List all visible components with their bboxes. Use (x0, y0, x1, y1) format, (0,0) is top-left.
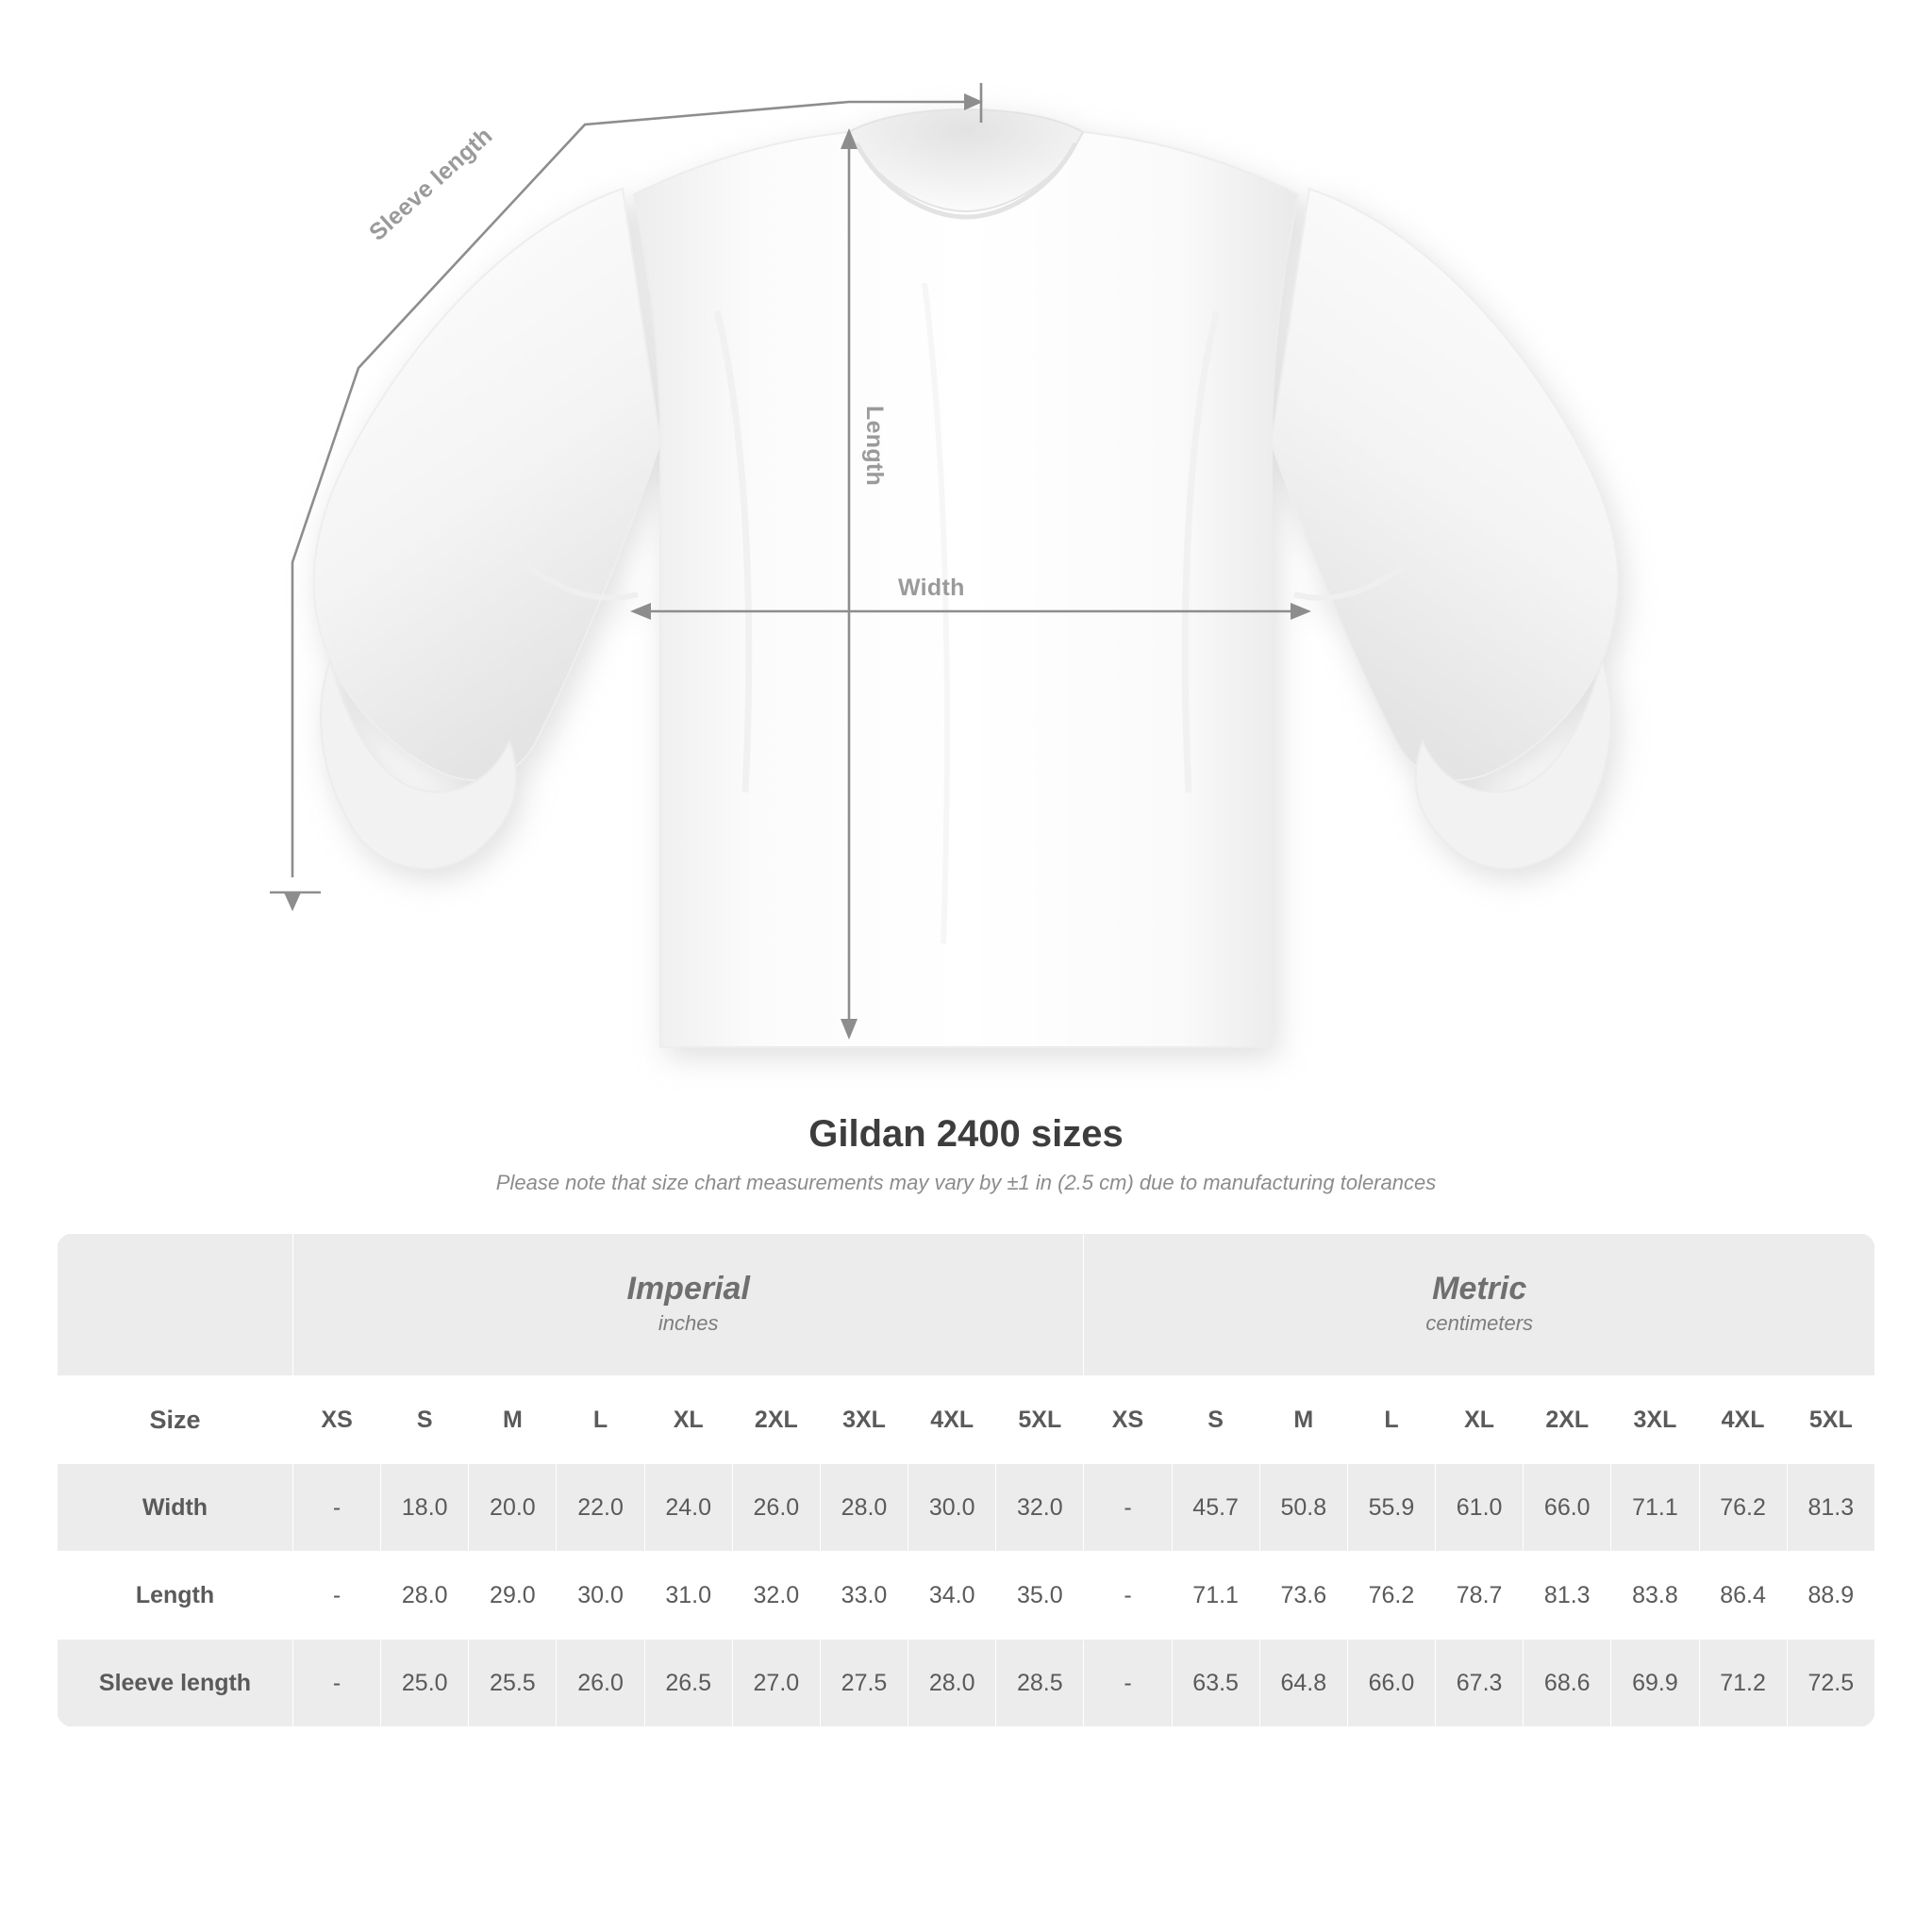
cell-width-metric-2xl: 66.0 (1524, 1464, 1611, 1552)
size-col-metric-2xl: 2XL (1524, 1376, 1611, 1464)
cell-width-imperial-s: 18.0 (381, 1464, 469, 1552)
unit-metric-name: Metric (1432, 1270, 1527, 1307)
table-row (58, 1552, 1875, 1640)
cell-width-metric-5xl: 81.3 (1787, 1464, 1874, 1552)
page-title: Gildan 2400 sizes (808, 1113, 1124, 1155)
cell-width-imperial-l: 22.0 (557, 1464, 644, 1552)
cell-sleeve-imperial-s: 25.0 (381, 1640, 469, 1727)
size-header-row (58, 1376, 1875, 1464)
unit-metric (1084, 1234, 1875, 1376)
cell-length-imperial-xl: 31.0 (644, 1552, 732, 1640)
cell-sleeve-imperial-xl: 26.5 (644, 1640, 732, 1727)
size-col-metric-l: L (1347, 1376, 1435, 1464)
cell-length-imperial-s: 28.0 (381, 1552, 469, 1640)
size-col-metric-m: M (1259, 1376, 1347, 1464)
cell-width-metric-3xl: 71.1 (1611, 1464, 1699, 1552)
unit-header-row (58, 1234, 1875, 1376)
cell-length-imperial-4xl: 34.0 (908, 1552, 996, 1640)
row-label-sleeve-length: Sleeve length (58, 1640, 293, 1727)
cell-length-imperial-3xl: 33.0 (820, 1552, 908, 1640)
cell-sleeve-imperial-2xl: 27.0 (732, 1640, 820, 1727)
cell-width-imperial-3xl: 28.0 (820, 1464, 908, 1552)
cell-width-metric-s: 45.7 (1172, 1464, 1259, 1552)
table-row (58, 1640, 1875, 1727)
cell-width-metric-4xl: 76.2 (1699, 1464, 1787, 1552)
cell-length-imperial-l: 30.0 (557, 1552, 644, 1640)
cell-width-metric-xl: 61.0 (1436, 1464, 1524, 1552)
size-col-imperial-xs: XS (293, 1376, 381, 1464)
size-table (57, 1233, 1875, 1727)
cell-length-metric-2xl: 81.3 (1524, 1552, 1611, 1640)
size-col-imperial-3xl: 3XL (820, 1376, 908, 1464)
size-col-imperial-l: L (557, 1376, 644, 1464)
cell-length-imperial-2xl: 32.0 (732, 1552, 820, 1640)
size-col-metric-xs: XS (1084, 1376, 1172, 1464)
cell-width-metric-m: 50.8 (1259, 1464, 1347, 1552)
length-label: Length (861, 406, 888, 487)
unit-imperial-sub: inches (658, 1311, 719, 1336)
cell-width-imperial-4xl: 30.0 (908, 1464, 996, 1552)
cell-width-metric-l: 55.9 (1347, 1464, 1435, 1552)
unit-imperial (293, 1234, 1084, 1376)
cell-width-imperial-xs: - (293, 1464, 381, 1552)
cell-width-imperial-xl: 24.0 (644, 1464, 732, 1552)
cell-sleeve-metric-s: 63.5 (1172, 1640, 1259, 1727)
cell-sleeve-imperial-xs: - (293, 1640, 381, 1727)
title-block (0, 1113, 1932, 1195)
cell-sleeve-metric-2xl: 68.6 (1524, 1640, 1611, 1727)
size-table-wrapper (57, 1233, 1875, 1727)
cell-sleeve-imperial-3xl: 27.5 (820, 1640, 908, 1727)
cell-length-metric-xs: - (1084, 1552, 1172, 1640)
cell-sleeve-metric-l: 66.0 (1347, 1640, 1435, 1727)
cell-sleeve-imperial-m: 25.5 (469, 1640, 557, 1727)
cell-sleeve-metric-m: 64.8 (1259, 1640, 1347, 1727)
size-col-imperial-4xl: 4XL (908, 1376, 996, 1464)
unit-imperial-name: Imperial (626, 1270, 750, 1307)
size-col-imperial-5xl: 5XL (996, 1376, 1084, 1464)
cell-width-metric-xs: - (1084, 1464, 1172, 1552)
size-col-metric-xl: XL (1436, 1376, 1524, 1464)
cell-length-imperial-xs: - (293, 1552, 381, 1640)
size-col-metric-4xl: 4XL (1699, 1376, 1787, 1464)
cell-length-metric-m: 73.6 (1259, 1552, 1347, 1640)
unit-header-spacer (58, 1234, 293, 1376)
cell-width-imperial-5xl: 32.0 (996, 1464, 1084, 1552)
cell-sleeve-metric-3xl: 69.9 (1611, 1640, 1699, 1727)
row-label-length: Length (58, 1552, 293, 1640)
shirt-body (314, 109, 1619, 1047)
size-col-imperial-xl: XL (644, 1376, 732, 1464)
cell-sleeve-metric-xs: - (1084, 1640, 1172, 1727)
cell-sleeve-metric-4xl: 71.2 (1699, 1640, 1787, 1727)
cell-sleeve-metric-5xl: 72.5 (1787, 1640, 1874, 1727)
cell-width-imperial-2xl: 26.0 (732, 1464, 820, 1552)
width-label: Width (898, 575, 965, 601)
cell-length-imperial-5xl: 35.0 (996, 1552, 1084, 1640)
unit-metric-sub: centimeters (1425, 1311, 1534, 1336)
size-col-metric-5xl: 5XL (1787, 1376, 1874, 1464)
cell-width-imperial-m: 20.0 (469, 1464, 557, 1552)
size-col-imperial-s: S (381, 1376, 469, 1464)
sleeve-length-label: Sleeve length (364, 122, 498, 246)
table-row (58, 1464, 1875, 1552)
cell-length-metric-l: 76.2 (1347, 1552, 1435, 1640)
cell-sleeve-imperial-4xl: 28.0 (908, 1640, 996, 1727)
cell-length-metric-3xl: 83.8 (1611, 1552, 1699, 1640)
cell-sleeve-imperial-l: 26.0 (557, 1640, 644, 1727)
cell-sleeve-metric-xl: 67.3 (1436, 1640, 1524, 1727)
cell-length-metric-xl: 78.7 (1436, 1552, 1524, 1640)
size-col-imperial-2xl: 2XL (732, 1376, 820, 1464)
size-header-label: Size (58, 1376, 293, 1464)
tolerance-note: Please note that size chart measurements may vary by ±1 in (2.5 cm) due to manufacturing tolerances (495, 1171, 1437, 1194)
cell-length-metric-4xl: 86.4 (1699, 1552, 1787, 1640)
size-col-metric-s: S (1172, 1376, 1259, 1464)
cell-length-metric-s: 71.1 (1172, 1552, 1259, 1640)
cell-length-imperial-m: 29.0 (469, 1552, 557, 1640)
cell-length-metric-5xl: 88.9 (1787, 1552, 1874, 1640)
size-col-imperial-m: M (469, 1376, 557, 1464)
size-col-metric-3xl: 3XL (1611, 1376, 1699, 1464)
row-label-width: Width (58, 1464, 293, 1552)
cell-sleeve-imperial-5xl: 28.5 (996, 1640, 1084, 1727)
